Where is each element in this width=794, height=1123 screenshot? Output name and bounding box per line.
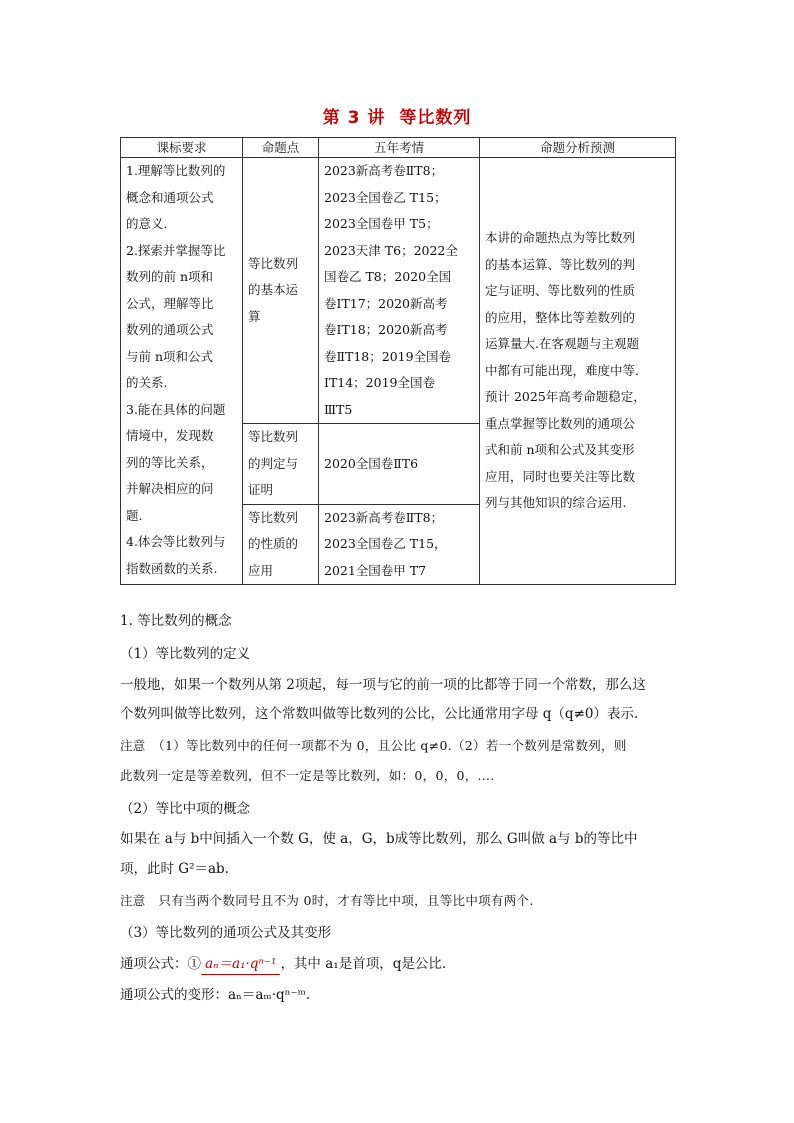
point-line: 等比数列 <box>248 509 299 525</box>
analysis-line: 本讲的命题热点为等比数列 <box>485 230 636 246</box>
exam-line: ⅢT5 <box>324 401 353 417</box>
general-term-formula <box>120 954 446 975</box>
exam-line: 2021全国卷甲 T7 <box>324 562 427 578</box>
note-line: 注意 （1）等比数列中的任何一项都不为 0，且公比 q≠0.（2）若一个数列是常数列，则 <box>120 738 627 753</box>
analysis-line: 应用，同时也要关注等比数 <box>485 468 636 484</box>
header-analysis: 命题分析预测 <box>480 138 676 158</box>
note-line: 此数列一定是等差数列，但不一定是等比数列，如：0，0，0，…. <box>120 768 495 783</box>
lecture-number: 第 3 讲 <box>322 108 386 128</box>
analysis-line: 式和前 n项和公式及其变形 <box>485 442 635 458</box>
requirement-line: 的关系. <box>126 375 168 390</box>
requirement-line: 情境中，发现数 <box>126 428 214 443</box>
requirement-line: 与前 n项和公式 <box>126 348 214 364</box>
formula-variant: 通项公式的变形：aₙ＝aₘ·qⁿ⁻ᵐ. <box>120 987 311 1003</box>
subsection-heading: （2）等比中项的概念 <box>120 801 251 817</box>
point-line: 等比数列 <box>248 255 299 271</box>
point-line: 算 <box>248 308 261 324</box>
requirement-line: 并解决相应的问 <box>126 481 214 496</box>
formula-prefix: 通项公式：① <box>120 956 201 972</box>
requirement-line: 题. <box>126 507 143 523</box>
subsection-heading: （3）等比数列的通项公式及其变形 <box>120 925 332 941</box>
content-body <box>120 0 680 1123</box>
exam-line: 2023全国卷乙 T15， <box>324 536 447 551</box>
analysis-line: 运算量大.在客观题与主观题 <box>485 336 639 352</box>
formula-answer-blank: aₙ＝a₁·qⁿ⁻¹ <box>201 954 280 975</box>
section-heading: 1. 等比数列的概念 <box>120 613 232 629</box>
requirement-line: 3.能在具体的问题 <box>126 401 226 417</box>
requirement-line: 指数函数的关系. <box>126 560 218 576</box>
requirement-line: 列的等比关系， <box>126 454 214 470</box>
requirement-line: 的意义. <box>126 216 168 231</box>
analysis-line: 重点掌握等比数列的通项公 <box>485 415 636 431</box>
point-line: 的判定与 <box>248 455 299 471</box>
requirement-line: 数列的前 n项和 <box>126 269 214 284</box>
analysis-line: 列与其他知识的综合运用. <box>485 495 627 511</box>
formula-suffix: ，其中 a₁是首项，q是公比. <box>280 956 447 972</box>
exam-line: 国卷乙 T8；2020全国 <box>324 269 452 284</box>
requirement-line: 数列的通项公式 <box>126 322 214 337</box>
analysis-line: 的基本运算、等比数列的判 <box>485 256 636 272</box>
geometric-mean-line: 如果在 a与 b中间插入一个数 G，使 a，G，b成等比数列，那么 G叫做 a与 b的等比中 <box>120 831 638 847</box>
requirement-line: 公式，理解等比 <box>126 295 214 311</box>
point-line: 的性质的 <box>248 536 299 551</box>
definition-line: 一般地，如果一个数列从第 2项起，每一项与它的前一项的比都等于同一个常数，那么这 <box>120 677 646 693</box>
exam-line: 2023新高考卷ⅡT8； <box>324 163 444 178</box>
point-line: 应用 <box>248 562 274 578</box>
point-line: 证明 <box>248 482 274 497</box>
analysis-line: 预计 2025年高考命题稳定， <box>485 389 646 405</box>
point-line: 的基本运 <box>248 282 299 298</box>
point-line: 等比数列 <box>248 429 299 444</box>
header-exams: 五年考情 <box>319 138 480 158</box>
requirement-line: 4.体会等比数列与 <box>126 534 226 549</box>
analysis-line: 定与证明、等比数列的性质 <box>485 283 636 299</box>
exam-line: 2023新高考卷ⅡT8； <box>324 509 444 525</box>
exam-line: 卷ⅠT18；2020新高考 <box>324 322 448 337</box>
requirement-line: 2.探索并掌握等比 <box>126 242 226 258</box>
header-requirements: 课标要求 <box>121 138 243 158</box>
exam-line: 2023全国卷乙 T15； <box>324 189 447 205</box>
definition-line: 个数列叫做等比数列，这个常数叫做等比数列的公比，公比通常用字母 q（q≠0）表示. <box>120 706 639 722</box>
geometric-mean-line: 项，此时 G²＝ab. <box>120 861 229 877</box>
exam-line: 卷ⅡT18；2019全国卷 <box>324 348 452 364</box>
requirement-line: 概念和通项公式 <box>126 189 214 205</box>
lecture-topic: 等比数列 <box>399 108 472 128</box>
analysis-line: 中都有可能出现，难度中等. <box>485 362 639 378</box>
exam-line: 2023天津 T6；2022全 <box>324 242 458 258</box>
analysis-line: 的应用，整体比等差数列的 <box>485 309 636 325</box>
exam-line: 卷ⅠT17；2020新高考 <box>324 295 448 311</box>
exam-line: 2020全国卷ⅡT6 <box>324 455 419 471</box>
exam-line: ⅠT14；2019全国卷 <box>324 375 435 390</box>
header-points: 命题点 <box>243 138 319 158</box>
exam-line: 2023全国卷甲 T5； <box>324 216 439 231</box>
subsection-heading: （1）等比数列的定义 <box>120 646 251 662</box>
note-line: 注意 只有当两个数同号且不为 0时，才有等比中项，且等比中项有两个. <box>120 893 534 908</box>
requirement-line: 1.理解等比数列的 <box>126 163 226 178</box>
